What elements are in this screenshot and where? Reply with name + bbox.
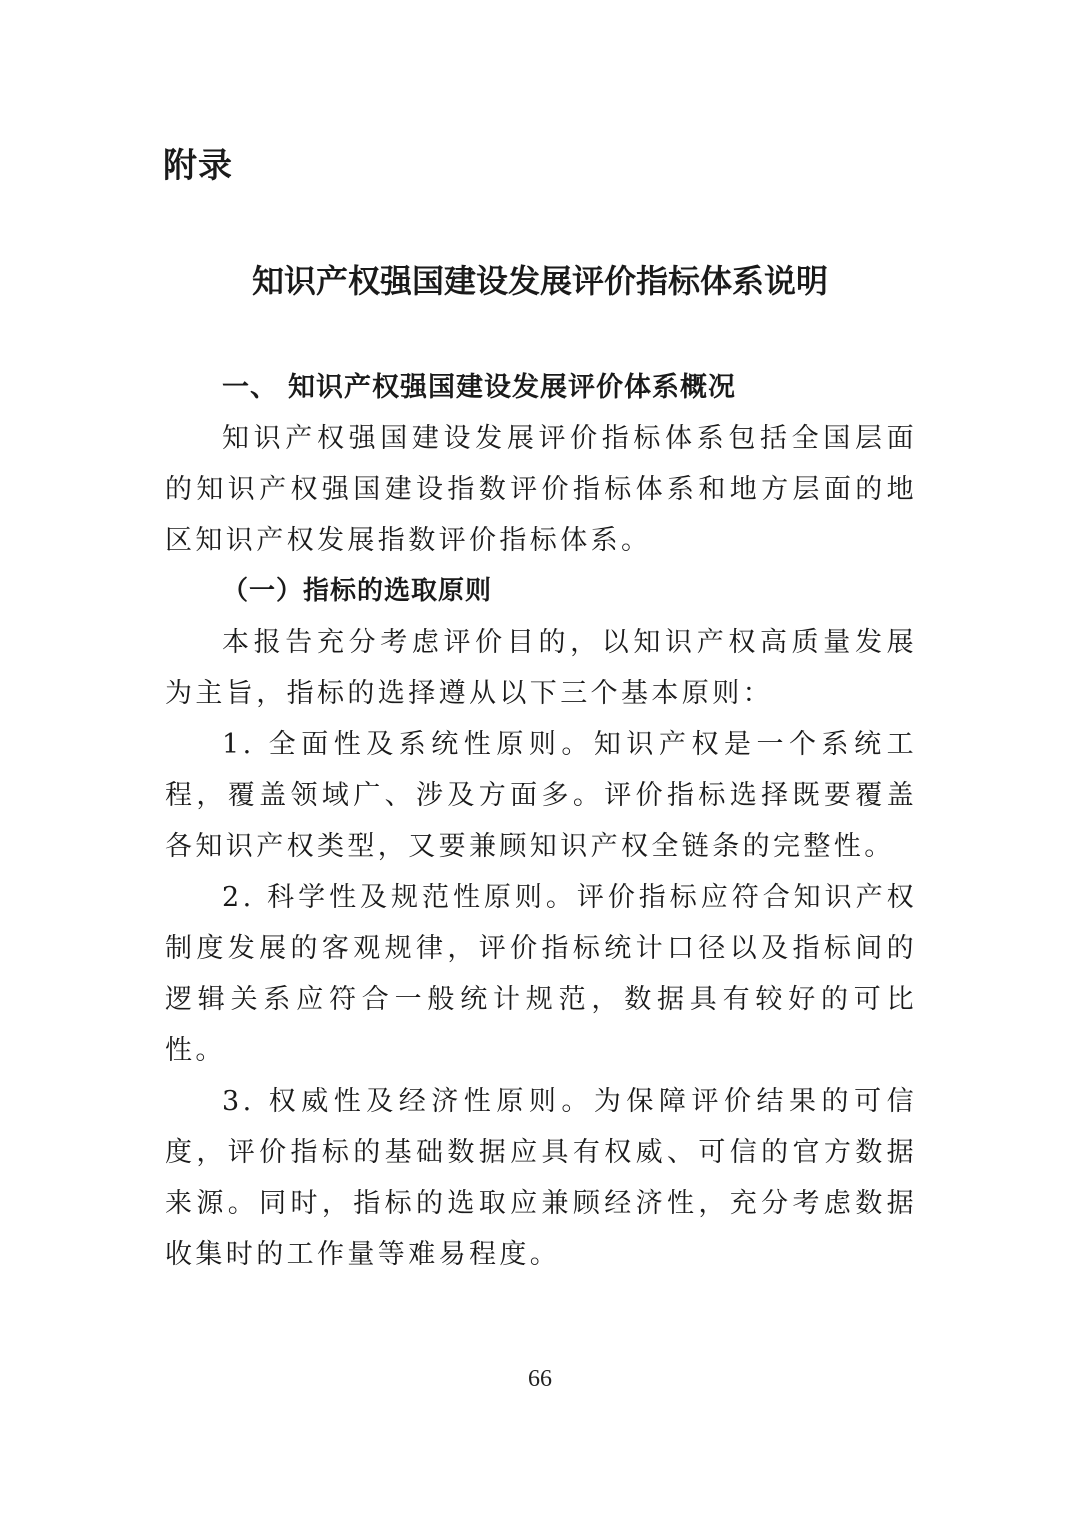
section-heading bbox=[165, 362, 917, 413]
subsection-heading: （一）指标的选取原则 bbox=[222, 576, 493, 606]
principle-1-paragraph: 1. 全面性及系统性原则。知识产权是一个系统工程，覆盖领域广、涉及方面多。评价指标选择既要覆盖各知识产权类型，又要兼顾知识产权全链条的完整性。 bbox=[165, 729, 917, 862]
page-number: 66 bbox=[528, 1366, 552, 1392]
principle-2-paragraph: 2. 科学性及规范性原则。评价指标应符合知识产权制度发展的客观规律，评价指标统计口径以及指标间的逻辑关系应符合一般统计规范，数据具有较好的可比性。 bbox=[165, 882, 917, 1066]
document-body bbox=[165, 362, 917, 1280]
principle-3-paragraph: 3. 权威性及经济性原则。为保障评价结果的可信度，评价指标的基础数据应具有权威、可信的官方数据来源。同时，指标的选取应兼顾经济性，充分考虑数据收集时的工作量等难易程度。 bbox=[165, 1086, 917, 1270]
document-title: 知识产权强国建设发展评价指标体系说明 bbox=[251, 262, 828, 300]
section-heading-number: 一、 bbox=[222, 372, 278, 403]
appendix-label: 附录 bbox=[163, 146, 233, 186]
principles-intro-paragraph: 本报告充分考虑评价目的，以知识产权高质量发展为主旨，指标的选择遵从以下三个基本原则： bbox=[165, 627, 917, 709]
intro-paragraph: 知识产权强国建设发展评价指标体系包括全国层面的知识产权强国建设指数评价指标体系和地方层面的地区知识产权发展指数评价指标体系。 bbox=[165, 423, 917, 556]
section-heading-text: 知识产权强国建设发展评价体系概况 bbox=[288, 372, 736, 403]
